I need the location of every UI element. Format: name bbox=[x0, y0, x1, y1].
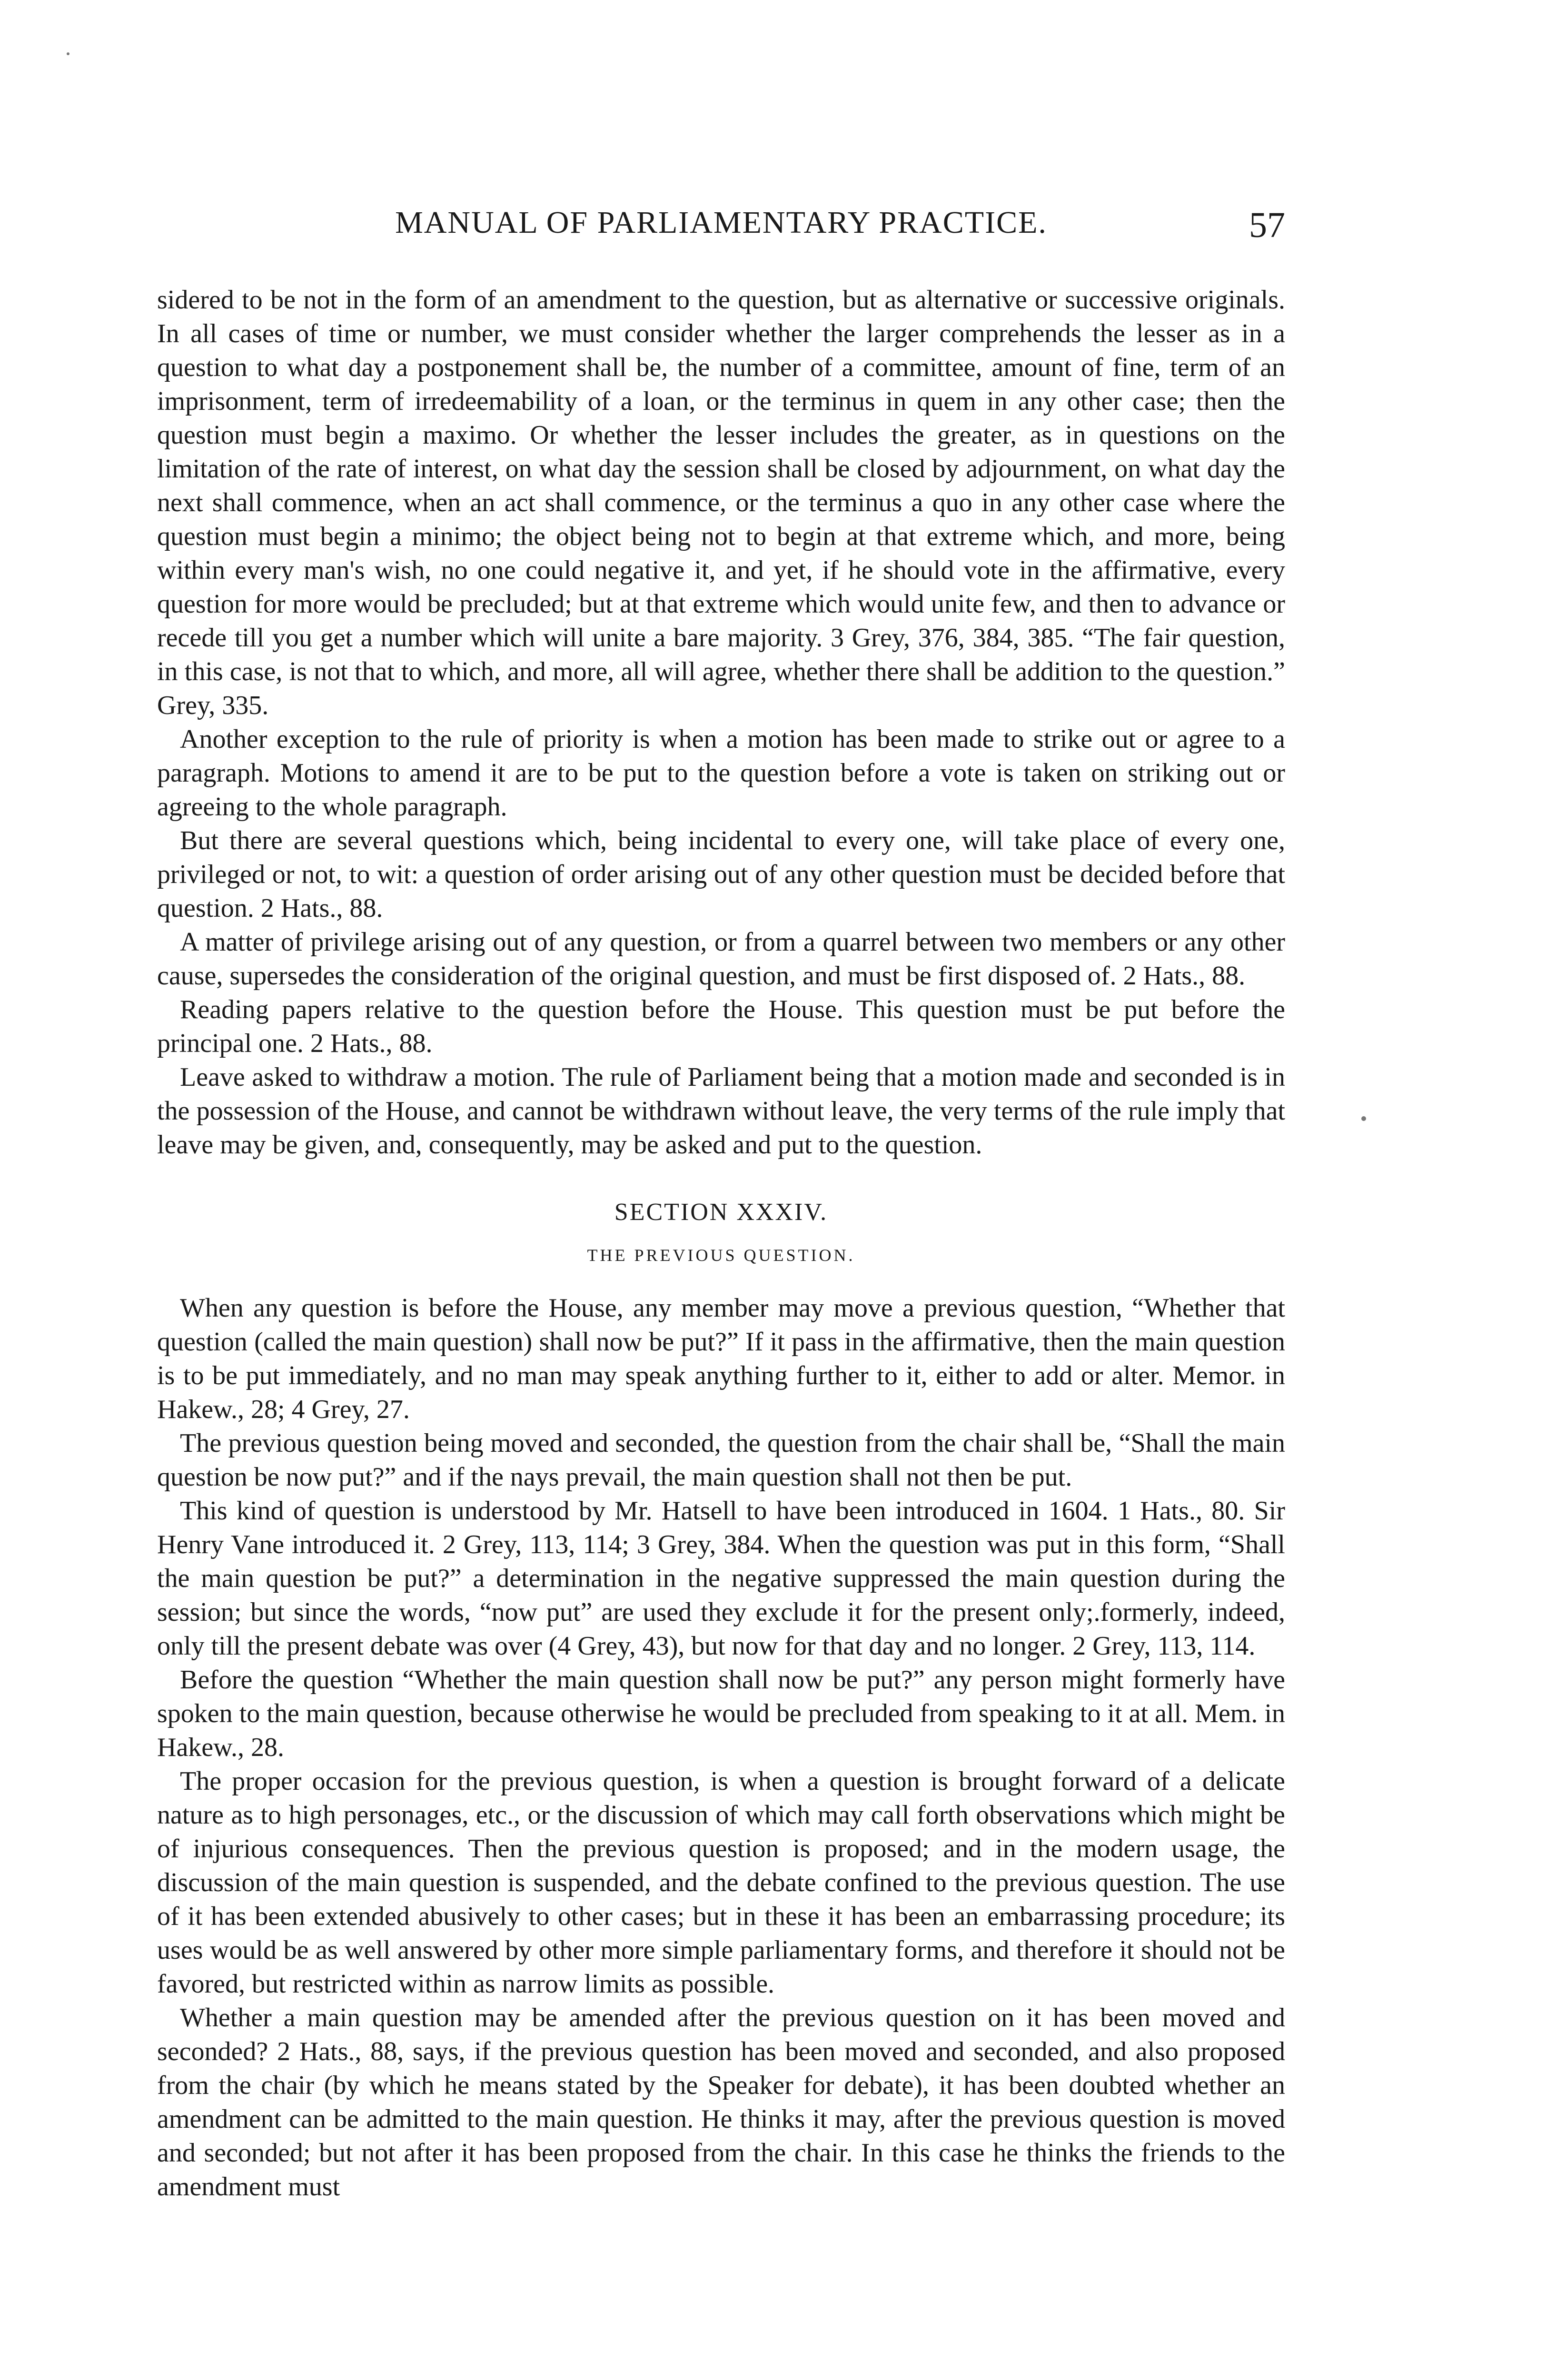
paragraph: Whether a main question may be amended after the previous question on it has been moved and seconded? 2 Hats., 88, says, if the previous question has been moved and seconded, and also proposed from the chair (by which he means stated by the Speaker for debate), it has been doubted whether an amendment can be admitted to the main question. He thinks it may, after the previous question is moved and seconded; but not after it has been proposed from the chair. In this case he thinks the friends to the amendment must bbox=[157, 2003, 1285, 2202]
running-title: MANUAL OF PARLIAMENTARY PRACTICE. bbox=[395, 205, 1047, 240]
paragraph: This kind of question is understood by Mr. Hatsell to have been introduced in 1604. 1 Hats., 80. Sir Henry Vane introduced it. 2 Grey, 113, 114; 3 Grey, 384. When the question was put in this form, “Shall the main question be put?” a determination in the negative suppressed the main question during the session; but since the words, “now put” are used they exclude it for the present only;.formerly, indeed, only till the present debate was over (4 Grey, 43), but now for that day and no longer. 2 Grey, 113, 114. bbox=[157, 1496, 1285, 1661]
paragraph: Another exception to the rule of priority is when a motion has been made to strike out or agree to a paragraph. Motions to amend it are to be put to the question before a vote is taken on striking out or agreeing to the whole paragraph. bbox=[157, 724, 1285, 822]
section-subtitle: THE PREVIOUS QUESTION. bbox=[587, 1246, 855, 1265]
scan-speck bbox=[1361, 1116, 1366, 1121]
section-heading: SECTION XXXIV. bbox=[614, 1199, 828, 1226]
paragraph: When any question is before the House, any member may move a previous question, “Whether that question (called the main question) shall now be put?” If it pass in the affirmative, then the main question is to be put immediately, and no man may speak anything further to it, either to add or alter. Memor. in Hakew., 28; 4 Grey, 27. bbox=[157, 1293, 1285, 1424]
paragraph: But there are several questions which, being incidental to every one, will take place of every one, privileged or not, to wit: a question of order arising out of any other question must be decided before that question. 2 Hats., 88. bbox=[157, 826, 1285, 923]
body-text bbox=[157, 283, 1285, 2204]
paragraph: The proper occasion for the previous question, is when a question is brought forward of a delicate nature as to high personages, etc., or the discussion of which may call forth observations which might be of injurious consequences. Then the previous question is proposed; and in the modern usage, the discussion of the main question is suspended, and the debate confined to the previous question. The use of it has been extended abusively to other cases; but in these it has been an embarrassing procedure; its uses would be as well answered by other more simple parliamentary forms, and therefore it should not be favored, but restricted within as narrow limits as possible. bbox=[157, 1766, 1285, 1999]
page-header bbox=[157, 205, 1285, 257]
paragraph: Before the question “Whether the main question shall now be put?” any person might formerly have spoken to the main question, because otherwise he would be precluded from speaking to it at all. Mem. in Hakew., 28. bbox=[157, 1665, 1285, 1762]
paragraph: sidered to be not in the form of an amendment to the question, but as alternative or successive originals. In all cases of time or number, we must consider whether the larger comprehends the lesser as in a question to what day a postponement shall be, the number of a committee, amount of fine, term of an imprisonment, term of irredeemability of a loan, or the terminus in quem in any other case; then the question must begin a maximo. Or whether the lesser includes the greater, as in questions on the limitation of the rate of interest, on what day the session shall be closed by adjournment, on what day the next shall commence, when an act shall commence, or the terminus a quo in any other case where the question must begin a minimo; the object being not to begin at that extreme which, and more, being within every man's wish, no one could negative it, and yet, if he should vote in the affirmative, every question for more would be precluded; but at that extreme which would unite few, and then to advance or recede till you get a number which will unite a bare majority. 3 Grey, 376, 384, 385. “The fair question, in this case, is not that to which, and more, all will agree, whether there shall be addition to the question.” Grey, 335. bbox=[157, 285, 1285, 720]
paragraph: Reading papers relative to the question before the House. This question must be put before the principal one. 2 Hats., 88. bbox=[157, 995, 1285, 1058]
page-number: 57 bbox=[1249, 205, 1285, 245]
paragraph: A matter of privilege arising out of any question, or from a quarrel between two members or any other cause, supersedes the consideration of the original question, and must be first disposed of. 2 Hats., 88. bbox=[157, 927, 1285, 991]
scan-speck bbox=[67, 52, 69, 55]
paragraph: Leave asked to withdraw a motion. The rule of Parliament being that a motion made and seconded is in the possession of the House, and cannot be withdrawn without leave, the very terms of the rule imply that leave may be given, and, consequently, may be asked and put to the question. bbox=[157, 1062, 1285, 1160]
paragraph: The previous question being moved and seconded, the question from the chair shall be, “Shall the main question be now put?” and if the nays prevail, the main question shall not then be put. bbox=[157, 1428, 1285, 1492]
